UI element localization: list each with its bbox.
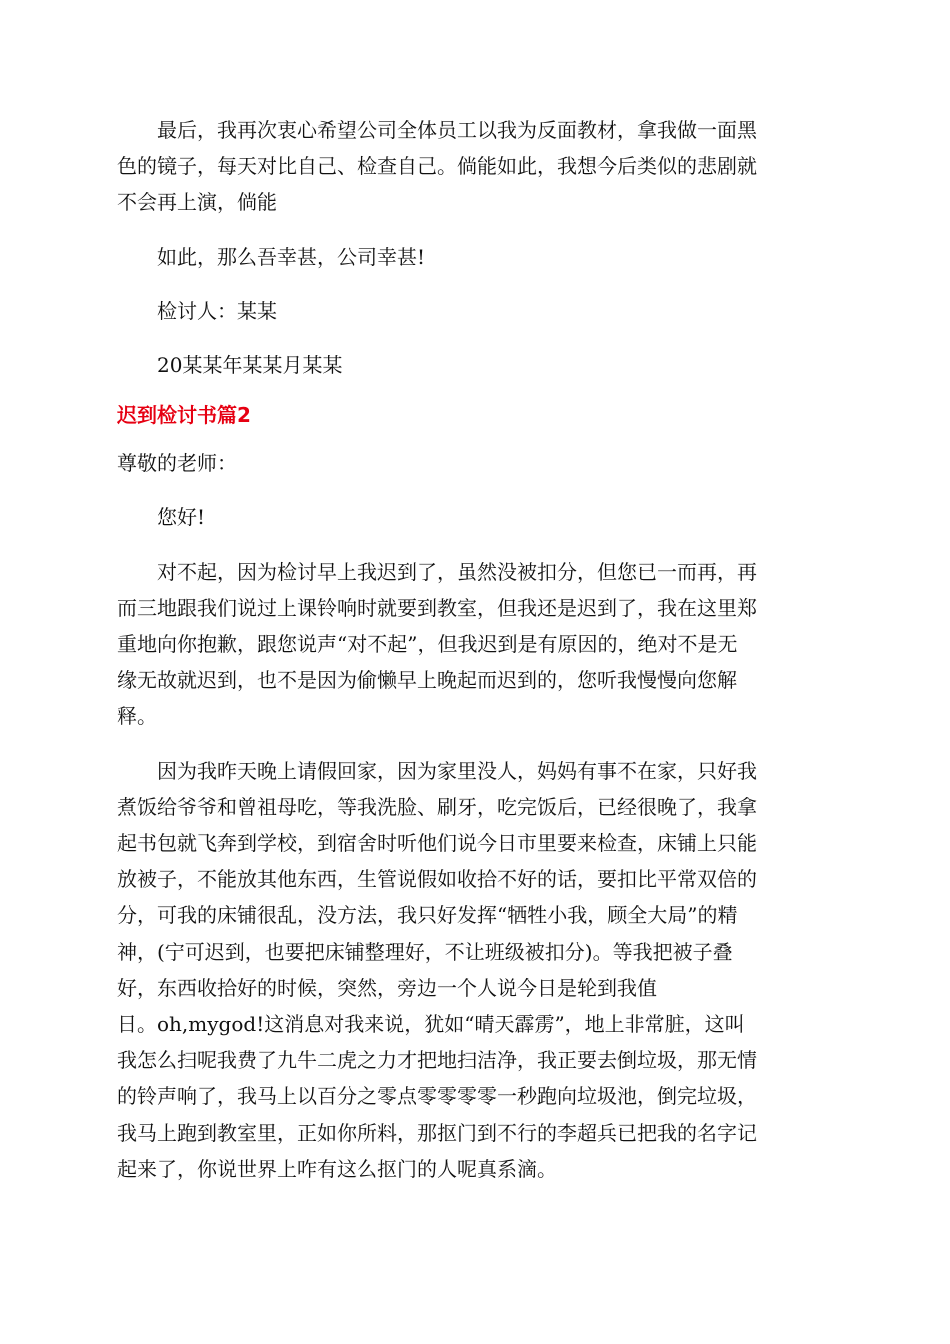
text-line: 释。 [117, 704, 157, 729]
signature-line: 检讨人：某某 [157, 298, 277, 323]
text-line: 而三地跟我们说过上课铃响时就要到教室，但我还是迟到了，我在这里郑 [117, 595, 757, 620]
text-line: 我怎么扫呢我费了九牛二虎之力才把地扫洁净，我正要去倒垃圾，那无情 [117, 1048, 757, 1073]
text-line: 重地向你抱歉，跟您说声“对不起”，但我迟到是有原因的，绝对不是无 [117, 632, 738, 657]
section-heading: 迟到检讨书篇2 [117, 403, 251, 428]
text-line: 不会再上演，倘能 [117, 190, 277, 215]
text-line: 的铃声响了，我马上以百分之零点零零零零一秒跑向垃圾池，倒完垃圾， [117, 1084, 757, 1109]
body-paragraph-1 [117, 554, 831, 735]
text-line: 起来了，你说世界上咋有这么抠门的人呢真系滴。 [117, 1156, 557, 1181]
text-line: 最后，我再次衷心希望公司全体员工以我为反面教材，拿我做一面黑 [157, 118, 757, 142]
text-line: 神，(宁可迟到，也要把床铺整理好，不让班级被扣分)。等我把被子叠 [117, 939, 733, 964]
text-line: 起书包就飞奔到学校，到宿舍时听他们说今日市里要来检查，床铺上只能 [117, 831, 757, 856]
text-line: 放被子，不能放其他东西，生管说假如收拾不好的话，要扣比平常双倍的 [117, 867, 757, 892]
salutation: 尊敬的老师： [117, 451, 237, 476]
body-paragraph-2 [117, 753, 831, 1187]
closing-paragraph [117, 112, 831, 221]
text-line: 因为我昨天晚上请假回家，因为家里没人，妈妈有事不在家，只好我 [157, 758, 757, 783]
text-line: 好，东西收拾好的时候，突然，旁边一个人说今日是轮到我值 [117, 975, 657, 1000]
text-line: 日。oh,mygod!这消息对我来说，犹如“晴天霹雳”，地上非常脏，这叫 [117, 1012, 745, 1037]
text-line: 煮饭给爷爷和曾祖母吃，等我洗脸、刷牙，吃完饭后，已经很晚了，我拿 [117, 794, 757, 819]
date-line: 20某某年某某月某某 [157, 353, 343, 378]
text-line: 分，可我的床铺很乱，没方法，我只好发挥“牺牲小我，顾全大局”的精 [117, 903, 738, 928]
closing-line: 如此，那么吾幸甚，公司幸甚! [157, 244, 426, 269]
text-line: 对不起，因为检讨早上我迟到了，虽然没被扣分，但您已一而再，再 [157, 559, 757, 584]
greeting: 您好! [157, 505, 206, 530]
text-line: 色的镜子，每天对比自己、检查自己。倘能如此，我想今后类似的悲剧就 [117, 154, 757, 179]
document-page [117, 112, 831, 1205]
text-line: 我马上跑到教室里，正如你所料，那抠门到不行的李超兵已把我的名字记 [117, 1120, 757, 1145]
text-line: 缘无故就迟到，也不是因为偷懒早上晚起而迟到的，您听我慢慢向您解 [117, 668, 737, 693]
